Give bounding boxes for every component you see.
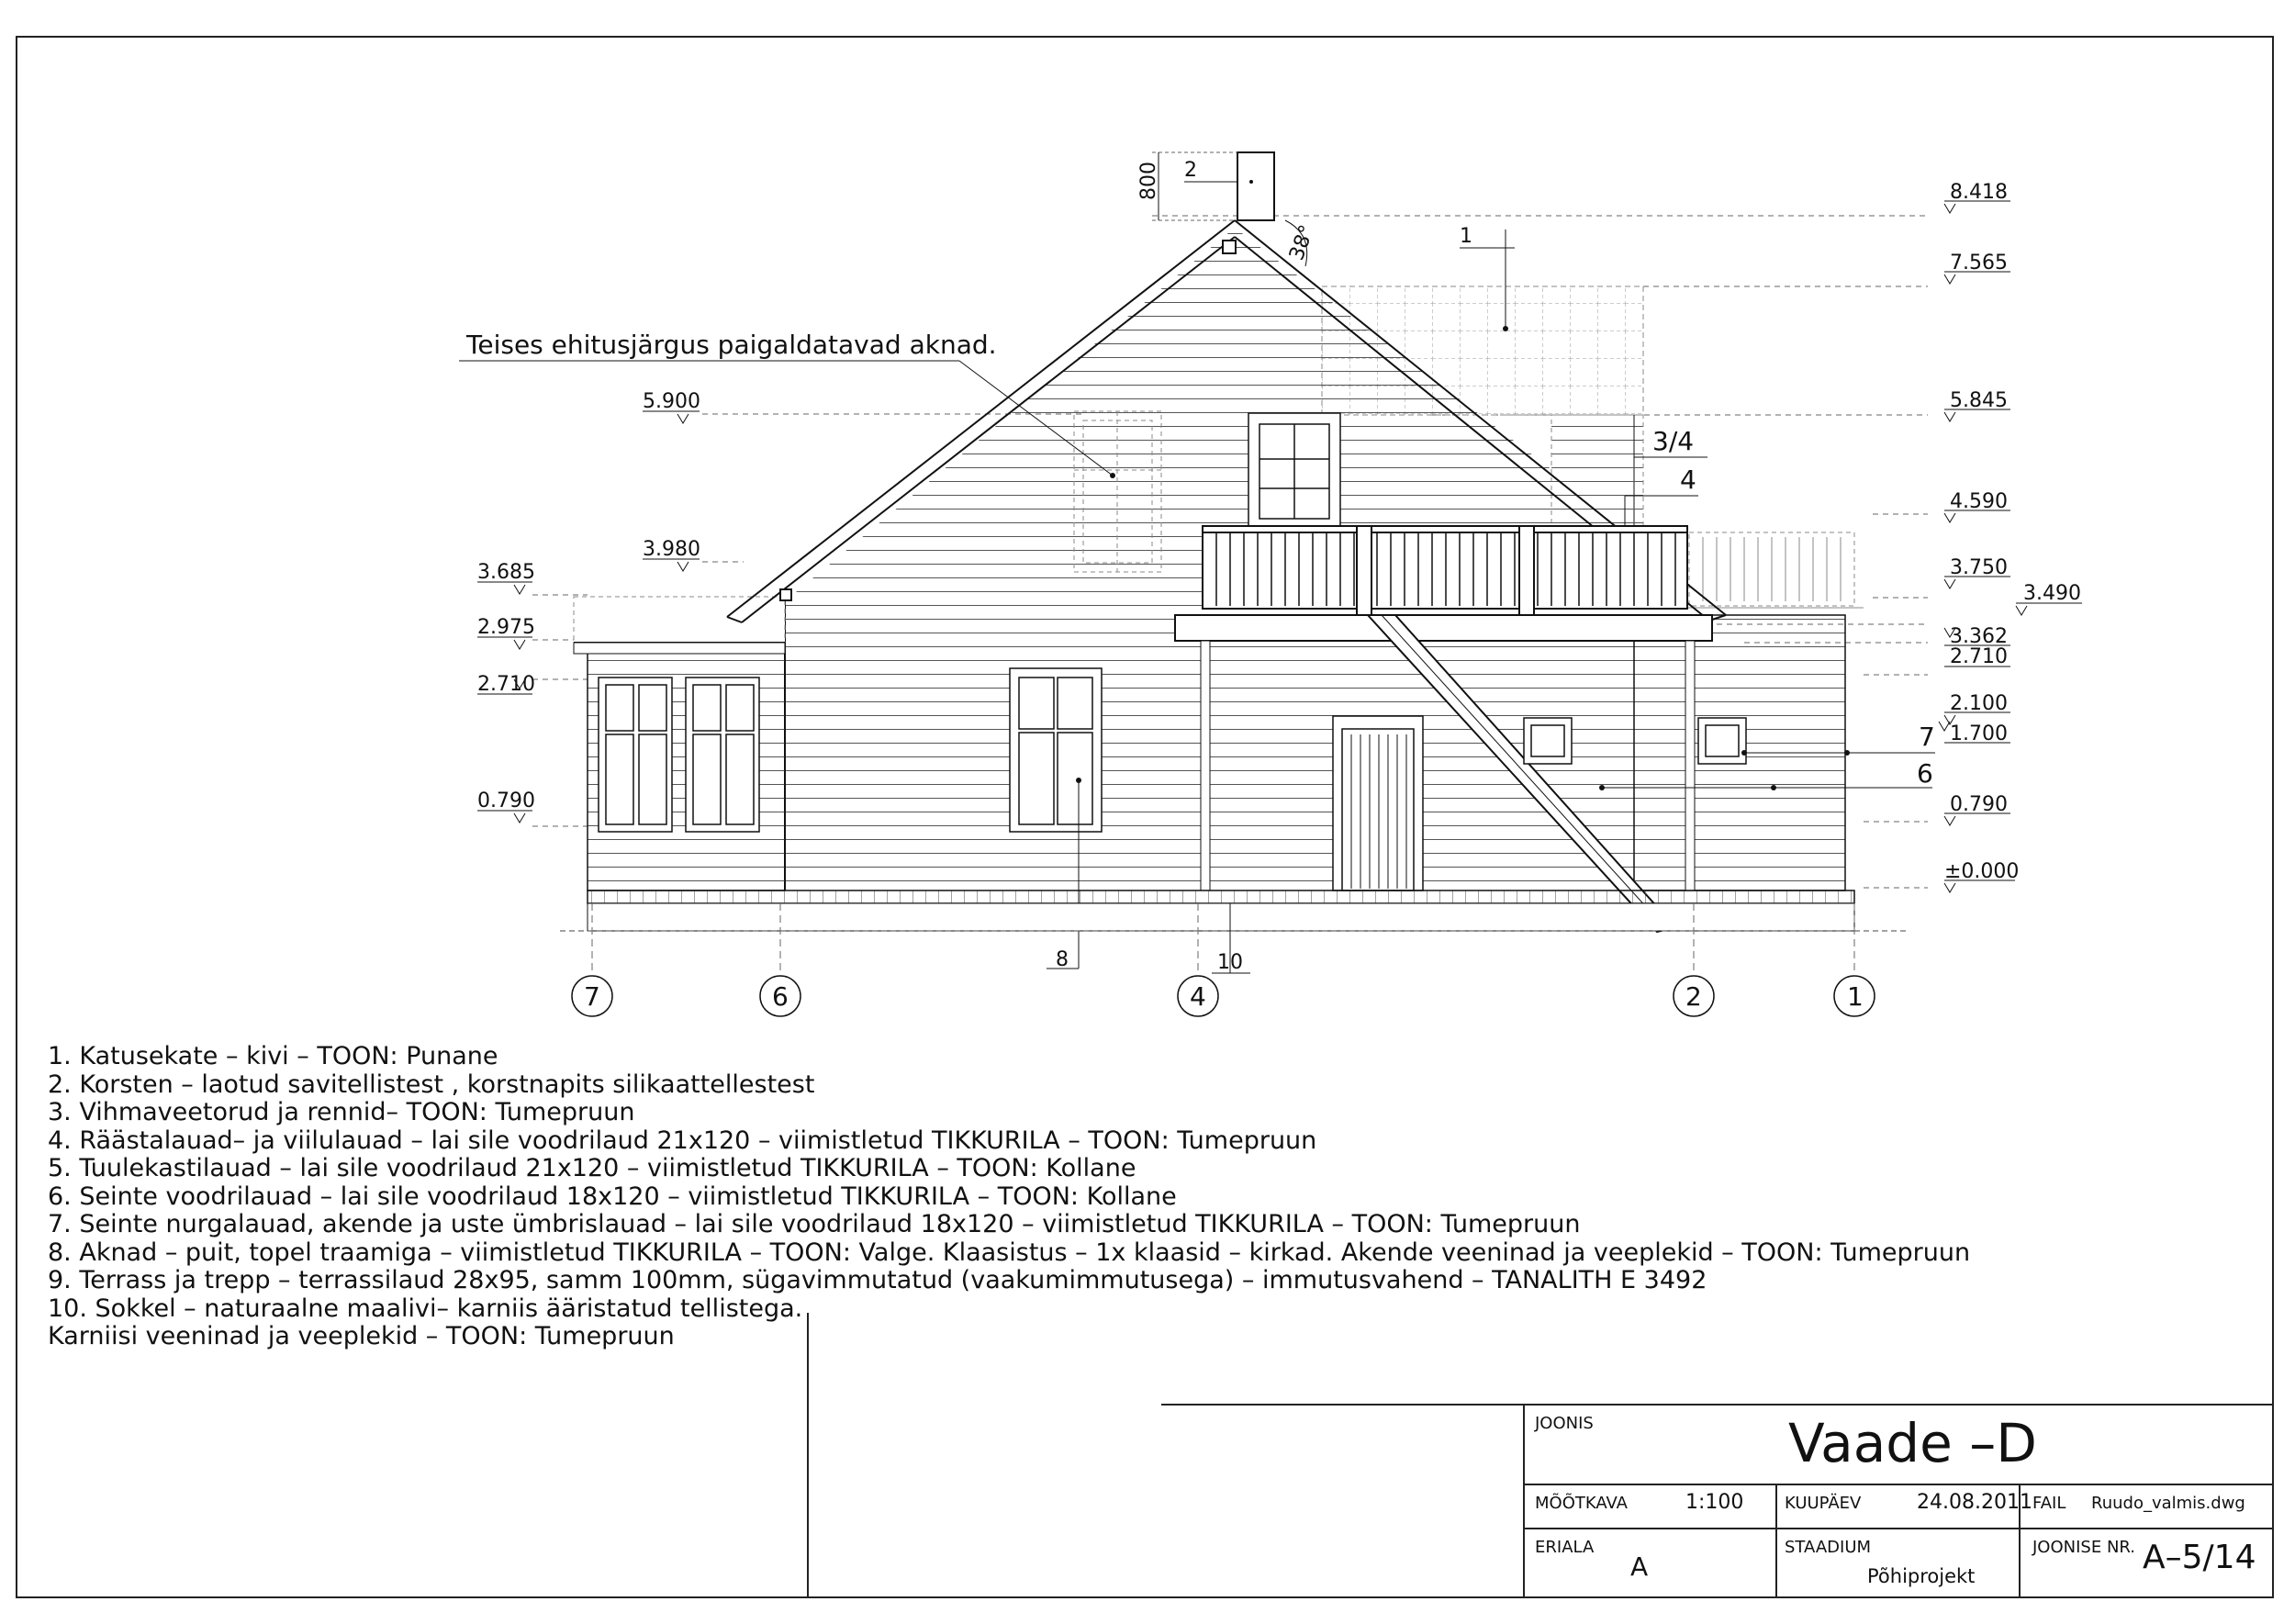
staadium-value: Põhiprojekt — [1867, 1565, 1976, 1587]
legend-item: 9. Terrass ja trepp – terrassilaud 28x95, samm 100mm, sügavimmutatud (vaakumimmutusega) – immutusvahend – TANALITH E 3492 — [48, 1266, 1707, 1294]
level-mark — [477, 561, 535, 594]
level-mark — [1944, 490, 2010, 522]
level-text: 3.980 — [643, 538, 700, 561]
level-mark — [2016, 582, 2082, 615]
level-mark — [1944, 181, 2010, 213]
level-mark — [1944, 252, 2010, 284]
axis-label: 6 — [772, 981, 789, 1012]
mootkava-label: MÕÕTKAVA — [1535, 1494, 1628, 1513]
kuupaev-value: 24.08.2011 — [1917, 1491, 2032, 1514]
level-text: 2.710 — [477, 673, 535, 696]
legend-item: 8. Aknad – puit, topel traamiga – viimistletud TIKKURILA – TOON: Valge. Klaasistus – 1x klaasid – kirkad. Akende veeninad ja veeplekid – TOON: Tumepruun — [48, 1238, 1971, 1267]
level-text: 3.750 — [1950, 556, 2008, 579]
level-mark — [1944, 793, 2010, 825]
level-text: 3.362 — [1950, 625, 2008, 648]
callout-siding: 6 — [1917, 758, 1933, 789]
level-text: 1.700 — [1950, 722, 2008, 745]
legend-item: 4. Räästalauad– ja viilulauad – lai sile voodrilaud 21x120 – viimistletud TIKKURILA – TOON: Tumepruun — [48, 1126, 1317, 1155]
legend-item: 7. Seinte nurgalauad, akende ja uste ümbrislauad – lai sile voodrilaud 18x120 – viimistletud TIKKURILA – TOON: Tumepruun — [48, 1210, 1581, 1238]
joonise-nr-label: JOONISE NR. — [2032, 1538, 2135, 1557]
level-mark — [643, 390, 700, 423]
joonise-nr-value: A–5/14 — [2143, 1539, 2256, 1576]
callout-fascia: 4 — [1680, 465, 1696, 495]
axis-label: 7 — [584, 981, 600, 1012]
level-text: 5.900 — [643, 390, 700, 413]
level-mark — [1944, 860, 2019, 892]
elevation-markers-right — [1939, 181, 2082, 892]
legend-item: 1. Katusekate – kivi – TOON: Punane — [48, 1042, 498, 1070]
level-text: 3.685 — [477, 561, 535, 584]
axis-bubbles — [572, 976, 1875, 1016]
callout-gutter: 3/4 — [1652, 426, 1695, 456]
callout-plinth: 10 — [1217, 951, 1243, 974]
mootkava-value: 1:100 — [1685, 1491, 1744, 1514]
level-text: 0.790 — [1950, 793, 2008, 816]
callout-windows: 8 — [1056, 948, 1069, 971]
door — [1333, 716, 1423, 890]
axis-label: 2 — [1685, 981, 1702, 1012]
level-text: 2.710 — [1950, 645, 2008, 668]
level-mark — [477, 673, 535, 696]
legend-item: 6. Seinte voodrilauad – lai sile voodrilaud 18x120 – viimistletud TIKKURILA – TOON: Kollane — [48, 1182, 1177, 1211]
fail-value: Ruudo_valmis.dwg — [2091, 1494, 2245, 1513]
legend-item: 2. Korsten – laotud savitellistest , korstnapits silikaattellestest — [48, 1070, 815, 1099]
level-mark — [1939, 722, 2010, 745]
level-text: 3.490 — [2023, 582, 2081, 605]
drawing-title: Vaade –D — [1788, 1412, 2037, 1474]
level-mark — [477, 616, 535, 649]
callout-roof: 1 — [1460, 225, 1472, 248]
fail-label: FAIL — [2032, 1494, 2066, 1513]
legend-item: Karniisi veeninad ja veeplekid – TOON: Tumepruun — [48, 1322, 675, 1350]
level-text: 2.100 — [1950, 692, 2008, 715]
level-text: ±0.000 — [1944, 860, 2020, 883]
level-mark — [477, 790, 535, 823]
eriala-value: A — [1630, 1551, 1649, 1582]
callout-corner-boards: 7 — [1919, 722, 1935, 752]
plinth — [560, 890, 1909, 931]
main-window — [1010, 668, 1102, 832]
eriala-label: ERIALA — [1535, 1538, 1595, 1557]
level-text: 0.790 — [477, 790, 535, 812]
level-mark — [1944, 556, 2010, 588]
legend-item: 3. Vihmaveetorud ja rennid– TOON: Tumepruun — [48, 1098, 635, 1126]
chimney-height-text: 800 — [1137, 162, 1160, 200]
staadium-label: STAADIUM — [1785, 1538, 1872, 1557]
level-mark — [1944, 389, 2010, 421]
legend-item: 5. Tuulekastilauad – lai sile voodrilaud 21x120 – viimistletud TIKKURILA – TOON: Kollane — [48, 1154, 1136, 1182]
upper-window — [1248, 413, 1340, 528]
level-text: 8.418 — [1950, 181, 2008, 204]
kuupaev-label: KUUPÄEV — [1785, 1494, 1862, 1513]
level-mark — [1944, 692, 2010, 724]
chimney-width-text: 2 — [1184, 159, 1197, 182]
annotation-second-phase: Teises ehitusjärgus paigaldatavad aknad. — [466, 330, 997, 360]
level-text: 7.565 — [1950, 252, 2008, 274]
level-mark — [643, 538, 700, 571]
level-text: 5.845 — [1950, 389, 2008, 412]
level-mark — [1944, 645, 2010, 668]
joonis-label: JOONIS — [1535, 1414, 1594, 1433]
axis-label: 1 — [1847, 981, 1864, 1012]
roof-angle-text: 38° — [1285, 221, 1319, 264]
level-text: 4.590 — [1950, 490, 2008, 513]
level-text: 2.975 — [477, 616, 535, 639]
materials-legend — [48, 1043, 1970, 1351]
axis-label: 4 — [1190, 981, 1206, 1012]
legend-item: 10. Sokkel – naturaalne maalivi– karniis ääristatud tellistega. — [48, 1294, 803, 1323]
